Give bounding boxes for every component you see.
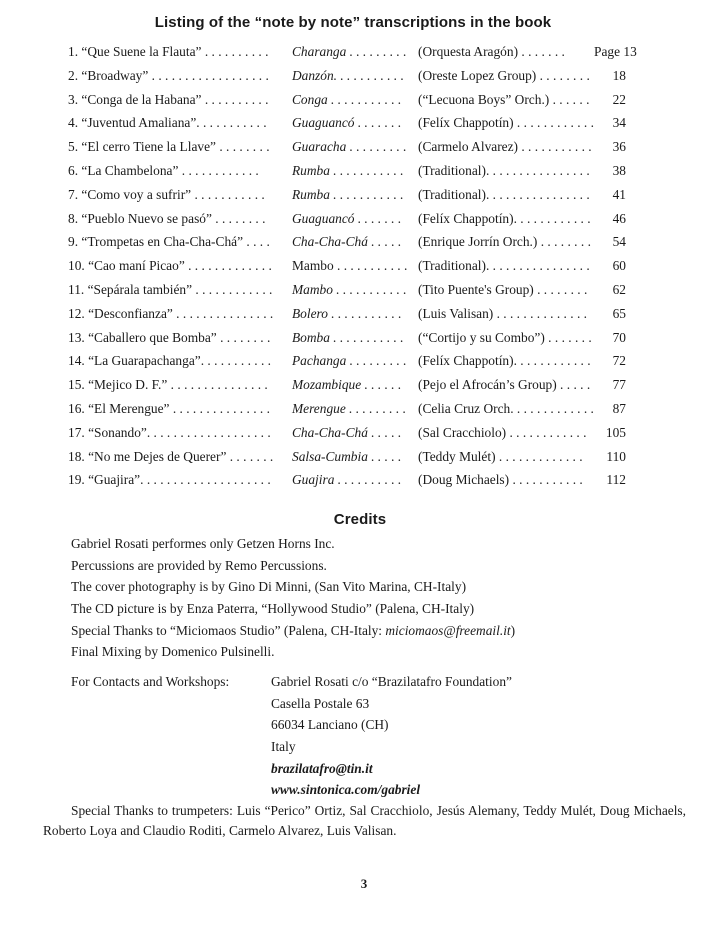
transcription-row: [68, 88, 638, 112]
credit-line-studio-thanks: [71, 620, 691, 642]
transcription-style: Bomba . . . . . . . . . . .: [292, 329, 404, 345]
transcription-title: 7. “Como voy a sufrir” . . . . . . . . . . .: [68, 186, 265, 202]
credit-line-mixing: Final Mixing by Domenico Pulsinelli.: [71, 644, 275, 660]
studio-email-link[interactable]: miciomaos@freemail.it: [385, 622, 511, 638]
transcription-page: 105: [605, 424, 626, 440]
transcription-group: (Felíx Chappotín). . . . . . . . . . . .: [418, 353, 591, 369]
transcription-page: 112: [606, 472, 626, 488]
transcription-title: 8. “Pueblo Nuevo se pasó” . . . . . . . .: [68, 210, 266, 226]
studio-thanks-close: ): [510, 622, 516, 638]
transcription-title: 16. “El Merengue” . . . . . . . . . . . . . . .: [68, 400, 270, 416]
transcription-page: 18: [612, 67, 626, 83]
transcription-group: (Luis Valisan) . . . . . . . . . . . . . .: [418, 305, 587, 321]
transcription-group: (Felíx Chappotín) . . . . . . . . . . . .: [418, 115, 594, 131]
transcription-row: [68, 40, 638, 64]
transcription-title: 6. “La Chambelona” . . . . . . . . . . . .: [68, 162, 259, 178]
transcription-group: (“Lecuona Boys” Orch.) . . . . . .: [418, 91, 590, 107]
transcription-style: Guaguancó . . . . . . .: [292, 210, 402, 226]
transcription-page: 62: [612, 281, 626, 297]
contact-website-link[interactable]: www.sintonica.com/gabriel: [271, 782, 421, 798]
transcription-style: Bolero . . . . . . . . . . .: [292, 305, 402, 321]
transcription-title: 18. “No me Dejes de Querer” . . . . . . .: [68, 448, 274, 464]
transcription-row: [68, 183, 638, 207]
transcription-title: 13. “Caballero que Bomba” . . . . . . . .: [68, 329, 271, 345]
transcription-row: [68, 326, 638, 350]
transcription-style: Guaracha . . . . . . . . .: [292, 139, 407, 155]
transcription-title: 11. “Sepárala también” . . . . . . . . . . . .: [68, 281, 273, 297]
transcription-group: (Doug Michaels) . . . . . . . . . . .: [418, 472, 583, 488]
transcription-style: Charanga . . . . . . . . .: [292, 44, 407, 59]
page-number: 3: [360, 876, 368, 891]
transcription-style: Mambo . . . . . . . . . . .: [292, 258, 408, 274]
transcription-title: 12. “Desconfianza” . . . . . . . . . . . . . . .: [68, 305, 274, 321]
transcription-style: Guajira . . . . . . . . . .: [292, 472, 402, 488]
transcription-group: (“Cortijo y su Combo”) . . . . . . .: [418, 329, 592, 345]
credit-line-percussions: Percussions are provided by Remo Percussions.: [71, 557, 327, 573]
credit-line-cd-picture: The CD picture is by Enza Paterra, “Hollywood Studio” (Palena, CH-Italy): [71, 601, 475, 617]
transcription-style: Pachanga . . . . . . . . .: [292, 353, 407, 369]
transcription-page: 36: [612, 139, 626, 155]
transcription-list: [68, 40, 638, 492]
transcription-row: [68, 397, 638, 421]
transcription-page: 72: [612, 353, 626, 369]
transcription-style: Conga . . . . . . . . . . .: [292, 91, 402, 107]
transcription-row: [68, 373, 638, 397]
transcription-title: 3. “Conga de la Habana” . . . . . . . . . .: [68, 91, 269, 107]
transcription-group: (Traditional). . . . . . . . . . . . . . . .: [418, 162, 590, 178]
transcription-group: (Carmelo Alvarez) . . . . . . . . . . .: [418, 139, 592, 155]
contacts-label: For Contacts and Workshops:: [71, 674, 230, 689]
transcription-page: 38: [612, 162, 626, 178]
transcription-page: 87: [612, 400, 626, 416]
transcription-row: [68, 421, 638, 445]
transcription-style: Mozambique . . . . . .: [292, 377, 402, 393]
transcription-group: (Sal Cracchiolo) . . . . . . . . . . . .: [418, 424, 587, 440]
transcription-row: [68, 159, 638, 183]
transcription-page: 70: [612, 329, 626, 345]
transcription-page: 46: [612, 210, 626, 226]
transcription-style: Rumba . . . . . . . . . . .: [292, 162, 404, 178]
transcription-style: Rumba . . . . . . . . . . .: [292, 186, 404, 202]
transcription-group: (Traditional). . . . . . . . . . . . . . . .: [418, 186, 590, 202]
studio-thanks-text: Special Thanks to “Miciomaos Studio” (Palena, CH-Italy:: [71, 622, 386, 638]
credits-block: [71, 533, 691, 663]
credit-line-horns: Gabriel Rosati performes only Getzen Horns Inc.: [71, 536, 335, 551]
transcription-page: 60: [612, 258, 626, 274]
transcription-row: [68, 302, 638, 326]
transcription-row: [68, 445, 638, 469]
transcription-row: [68, 207, 638, 231]
contact-po-box: Casella Postale 63: [271, 695, 370, 711]
transcription-row: [68, 111, 638, 135]
transcription-style: Mambo . . . . . . . . . . .: [292, 281, 407, 297]
special-thanks-paragraph: Special Thanks to trumpeters: Luis “Perico” Ortiz, Sal Cracchiolo, Jesús Alemany, Teddy Mulét, Doug Michaels, Roberto Loya and Claudio Roditi, Carmelo Alvarez, Luis Valisan.: [43, 803, 686, 838]
transcription-title: 2. “Broadway” . . . . . . . . . . . . . . . . . .: [68, 67, 269, 83]
transcription-title: 15. “Mejico D. F.” . . . . . . . . . . . . . . .: [68, 377, 268, 393]
contact-name: Gabriel Rosati c/o “Brazilatafro Foundation”: [271, 674, 512, 689]
contact-address: [271, 671, 651, 801]
transcription-page: 41: [612, 186, 626, 202]
transcription-group: (Enrique Jorrín Orch.) . . . . . . . .: [418, 234, 591, 250]
transcription-page: 54: [612, 234, 626, 250]
transcription-group: (Traditional). . . . . . . . . . . . . . . .: [418, 258, 590, 274]
transcription-title: 19. “Guajira”. . . . . . . . . . . . . . . . . . . .: [68, 472, 271, 488]
transcription-row: [68, 349, 638, 373]
transcription-page: 65: [612, 305, 626, 321]
transcription-title: 14. “La Guarapachanga”. . . . . . . . . . .: [68, 353, 272, 369]
transcription-page: 34: [612, 115, 626, 131]
transcription-page: Page 13: [594, 44, 637, 59]
transcription-title: 10. “Cao maní Picao” . . . . . . . . . . . . .: [68, 258, 272, 274]
contact-country: Italy: [271, 739, 296, 755]
transcription-row: [68, 135, 638, 159]
transcription-row: [68, 64, 638, 88]
transcription-style: Cha-Cha-Chá . . . . .: [292, 234, 402, 250]
transcription-group: (Teddy Mulét) . . . . . . . . . . . . .: [418, 448, 583, 464]
contact-city: 66034 Lanciano (CH): [271, 717, 389, 733]
transcription-page: 77: [612, 377, 626, 393]
listing-title: Listing of the “note by note” transcriptions in the book: [154, 14, 552, 31]
transcription-group: (Celia Cruz Orch. . . . . . . . . . . . .: [418, 400, 594, 416]
transcription-title: 1. “Que Suene la Flauta” . . . . . . . . . .: [68, 44, 269, 59]
transcription-style: Guaguancó . . . . . . .: [292, 115, 402, 131]
transcription-title: 4. “Juventud Amaliana”. . . . . . . . . . .: [68, 115, 267, 131]
transcription-title: 9. “Trompetas en Cha-Cha-Chá” . . . .: [68, 234, 270, 250]
transcription-style: Danzón. . . . . . . . . . .: [292, 67, 404, 83]
transcription-style: Merengue . . . . . . . . .: [292, 400, 407, 416]
transcription-style: Salsa-Cumbia . . . . .: [292, 448, 402, 464]
transcription-group: (Tito Puente's Group) . . . . . . . .: [418, 281, 588, 297]
transcription-row: [68, 230, 638, 254]
transcription-title: 17. “Sonando”. . . . . . . . . . . . . . . . . . .: [68, 424, 271, 440]
credit-line-cover-photo: The cover photography is by Gino Di Minni, (San Vito Marina, CH-Italy): [71, 579, 467, 595]
transcription-row: [68, 468, 638, 492]
transcription-group: (Oreste Lopez Group) . . . . . . . .: [418, 67, 590, 83]
transcription-style: Cha-Cha-Chá . . . . .: [292, 424, 402, 440]
transcription-row: [68, 278, 638, 302]
contact-email-link[interactable]: brazilatafro@tin.it: [271, 760, 373, 776]
transcription-group: (Felíx Chappotín). . . . . . . . . . . .: [418, 210, 591, 226]
transcription-page: 22: [612, 91, 626, 107]
transcription-page: 110: [606, 448, 626, 464]
credits-title: Credits: [333, 511, 387, 528]
transcription-group: (Orquesta Aragón) . . . . . . .: [418, 44, 565, 59]
transcription-row: [68, 254, 638, 278]
transcription-title: 5. “El cerro Tiene la Llave” . . . . . . . .: [68, 139, 270, 155]
transcription-group: (Pejo el Afrocán’s Group) . . . . .: [418, 377, 591, 393]
